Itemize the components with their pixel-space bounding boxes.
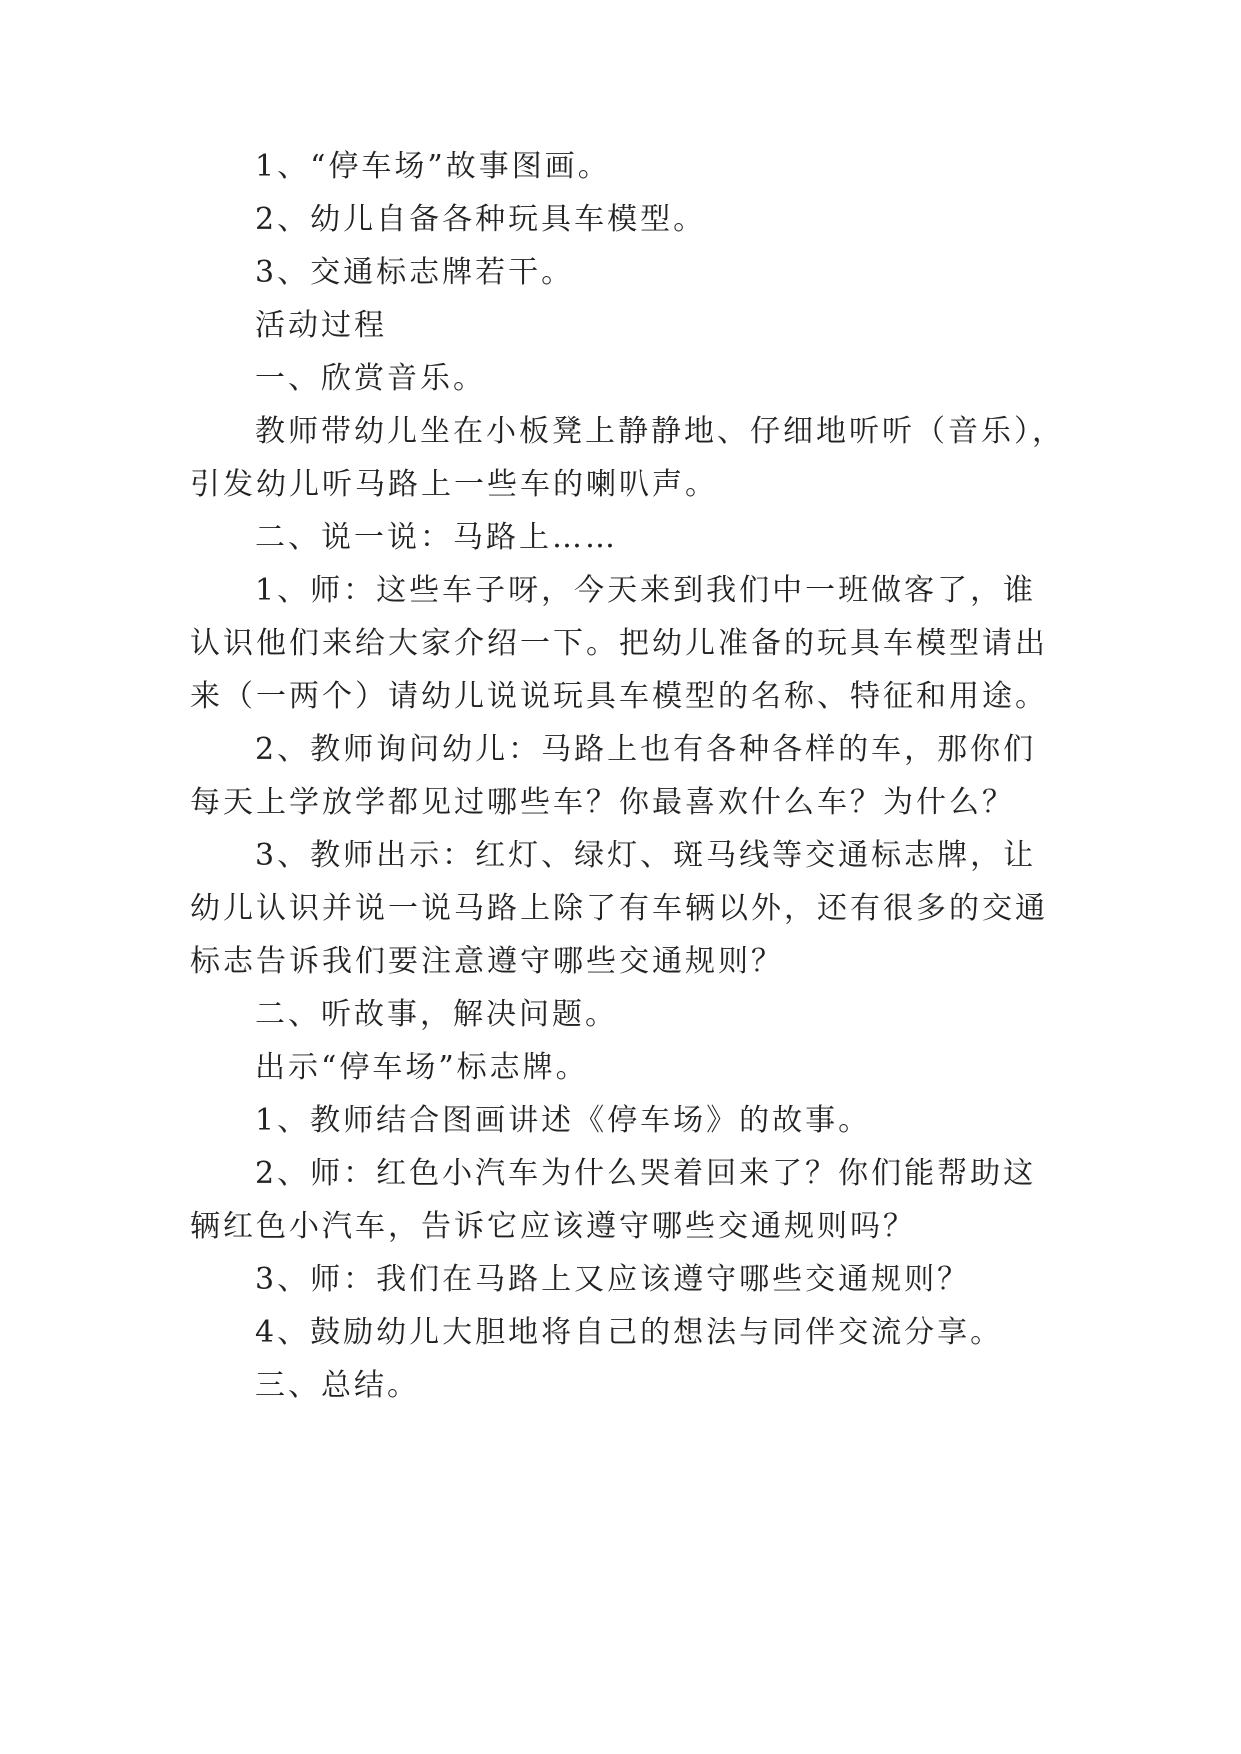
paragraph-line: 每天上学放学都见过哪些车？你最喜欢什么车？为什么？ bbox=[190, 785, 1015, 820]
paragraph-line: 3、师：我们在马路上又应该遵守哪些交通规则？ bbox=[255, 1262, 971, 1297]
paragraph-line: 4、鼓励幼儿大胆地将自己的想法与同伴交流分享。 bbox=[255, 1315, 1004, 1350]
paragraph-line: 辆红色小汽车，告诉它应该遵守哪些交通规则吗？ bbox=[190, 1209, 916, 1244]
paragraph-line: 标志告诉我们要注意遵守哪些交通规则？ bbox=[190, 944, 784, 979]
paragraph-line: 1、师：这些车子呀，今天来到我们中一班做客了，谁 bbox=[255, 573, 1037, 608]
paragraph-line: 认识他们来给大家介绍一下。把幼儿准备的玩具车模型请出 bbox=[190, 626, 1048, 661]
paragraph-line: 2、师：红色小汽车为什么哭着回来了？你们能帮助这 bbox=[255, 1156, 1037, 1191]
paragraph-line: 幼儿认识并说一说马路上除了有车辆以外，还有很多的交通 bbox=[190, 891, 1048, 926]
material-item-2: 2、幼儿自备各种玩具车模型。 bbox=[255, 202, 707, 237]
paragraph-line: 出示“停车场”标志牌。 bbox=[255, 1050, 589, 1085]
paragraph-line: 来（一两个）请幼儿说说玩具车模型的名称、特征和用途。 bbox=[190, 679, 1048, 714]
material-item-3: 3、交通标志牌若干。 bbox=[255, 255, 575, 290]
step-heading-1: 一、欣赏音乐。 bbox=[255, 361, 486, 396]
section-heading-activity-process: 活动过程 bbox=[255, 308, 387, 343]
material-item-1: 1、“停车场”故事图画。 bbox=[255, 149, 611, 184]
paragraph-line: 3、教师出示：红灯、绿灯、斑马线等交通标志牌，让 bbox=[255, 838, 1037, 873]
paragraph-line: 教师带幼儿坐在小板凳上静静地、仔细地听听（音乐）， bbox=[255, 414, 1065, 449]
step-heading-2: 二、说一说：马路上…… bbox=[255, 520, 618, 555]
paragraph-line: 2、教师询问幼儿：马路上也有各种各样的车，那你们 bbox=[255, 732, 1037, 767]
step-heading-4: 三、总结。 bbox=[255, 1368, 420, 1403]
paragraph-line: 引发幼儿听马路上一些车的喇叭声。 bbox=[190, 467, 718, 502]
paragraph-line: 1、教师结合图画讲述《停车场》的故事。 bbox=[255, 1103, 872, 1138]
step-heading-3: 二、听故事，解决问题。 bbox=[255, 997, 618, 1032]
